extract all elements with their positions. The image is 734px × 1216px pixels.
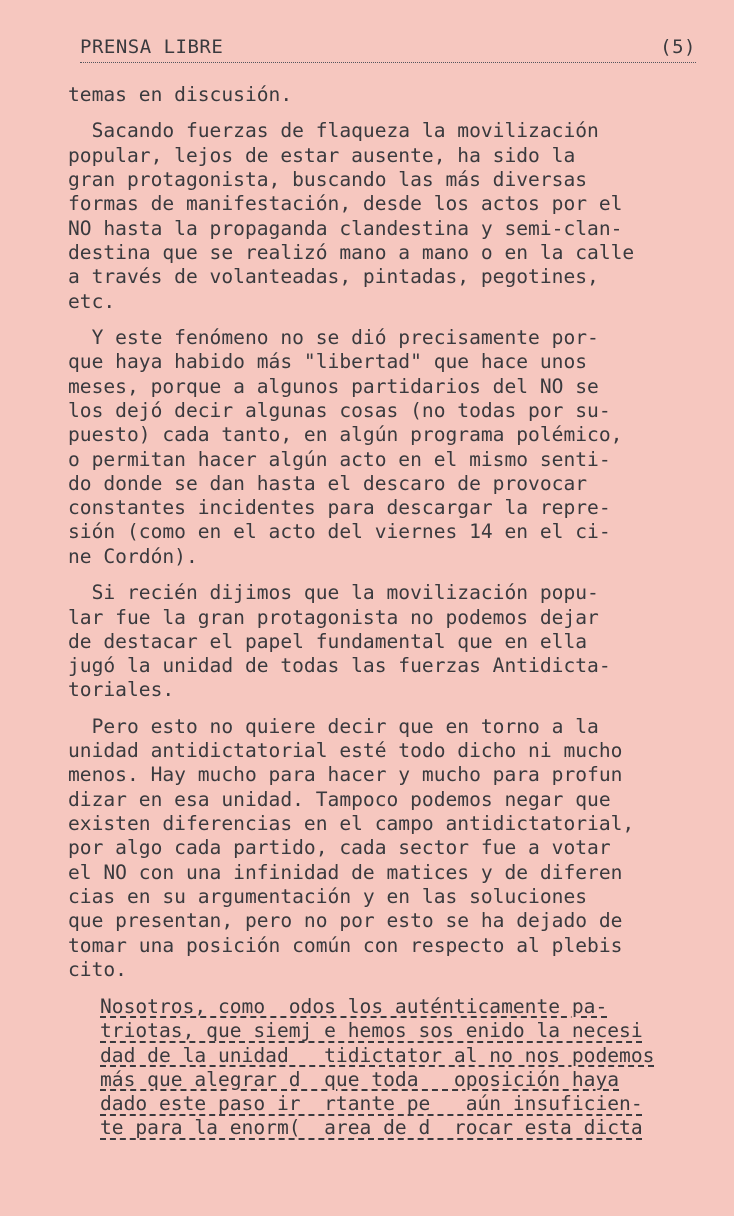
text-line: de destacar el papel fundamental que en ella xyxy=(68,629,588,653)
text-line: temas en discusión. xyxy=(68,83,293,106)
text-line: Sacando fuerzas de flaqueza la movilización xyxy=(68,119,599,143)
text-line: unidad antidictatorial esté todo dicho ni mucho xyxy=(68,739,623,763)
text-line: que haya habido más "libertad" que hace unos xyxy=(68,350,588,374)
text-line: meses, porque a algunos partidarios del NO se xyxy=(68,374,599,398)
text-line: Pero esto no quiere decir que en torno a la xyxy=(68,714,599,738)
text-line: do donde se dan hasta el descaro de provocar xyxy=(68,471,588,495)
text-line: el NO con una infinidad de matices y de diferen xyxy=(68,860,623,884)
text-line: formas de manifestación, desde los actos por el xyxy=(68,192,623,216)
text-line: popular, lejos de estar ausente, ha sido la xyxy=(68,143,576,167)
text-line: Si recién dijimos que la movilización popu- xyxy=(68,581,599,605)
text-line: dad de la unidad tidictator al no nos podemos xyxy=(100,1043,655,1067)
text-line: por algo cada partido, cada sector fue a votar xyxy=(68,836,611,860)
text-line: a través de volanteadas, pintadas, pegotines, xyxy=(68,265,599,289)
text-line: toriales. xyxy=(68,678,175,702)
text-line: jugó la unidad de todas las fuerzas Antidicta- xyxy=(68,654,611,678)
paragraph-3 xyxy=(68,326,708,569)
text-line: más que alegrar d que toda oposición haya xyxy=(100,1067,620,1091)
text-line: NO hasta la propaganda clandestina y semi-clan- xyxy=(68,216,623,240)
text-line: te para la enorm( area de d rocar esta dicta xyxy=(100,1116,643,1140)
text-line: dizar en esa unidad. Tampoco podemos negar que xyxy=(68,787,611,811)
page-header xyxy=(80,34,696,64)
text-line: cito. xyxy=(68,957,127,981)
text-line: los dejó decir algunas cosas (no todas por su- xyxy=(68,398,611,422)
text-line: cias en su argumentación y en las soluciones xyxy=(68,884,588,908)
text-line: ne Cordón). xyxy=(68,544,198,568)
partially-obscured-paragraph xyxy=(100,995,700,1141)
text-line: menos. Hay mucho para hacer y mucho para profun xyxy=(68,763,623,787)
text-line: Nosotros, como odos los auténticamente pa- xyxy=(100,995,608,1018)
text-line: constantes incidentes para descargar la repre- xyxy=(68,496,611,520)
article-body xyxy=(68,83,708,982)
text-line: destina que se realizó mano a mano o en la calle xyxy=(68,240,635,264)
paragraph-2 xyxy=(68,119,708,313)
text-line: puesto) cada tanto, en algún programa polémico, xyxy=(68,423,623,447)
text-line: triotas, que siemj e hemos sos enido la necesi xyxy=(100,1019,643,1043)
text-line: existen diferencias en el campo antidictatorial, xyxy=(68,812,635,836)
text-line: gran protagonista, buscando las más diversas xyxy=(68,168,588,192)
text-line: o permitan hacer algún acto en el mismo senti- xyxy=(68,447,611,471)
publication-title: PRENSA LIBRE xyxy=(80,36,224,58)
paragraph-4 xyxy=(68,581,708,702)
page-number: (5) xyxy=(660,36,696,58)
text-line: tomar una posición común con respecto al plebis xyxy=(68,933,623,957)
text-line: lar fue la gran protagonista no podemos dejar xyxy=(68,605,599,629)
text-line: sión (como en el acto del viernes 14 en el ci- xyxy=(68,520,611,544)
text-line: dado este paso ir rtante pe aún insuficien- xyxy=(100,1092,643,1116)
text-line: etc. xyxy=(68,289,116,313)
header-rule xyxy=(80,62,696,63)
paragraph-1 xyxy=(68,83,708,107)
text-line: que presentan, pero no por esto se ha dejado de xyxy=(68,909,623,933)
paragraph-5 xyxy=(68,715,708,982)
text-line: Y este fenómeno no se dió precisamente por- xyxy=(68,326,599,350)
